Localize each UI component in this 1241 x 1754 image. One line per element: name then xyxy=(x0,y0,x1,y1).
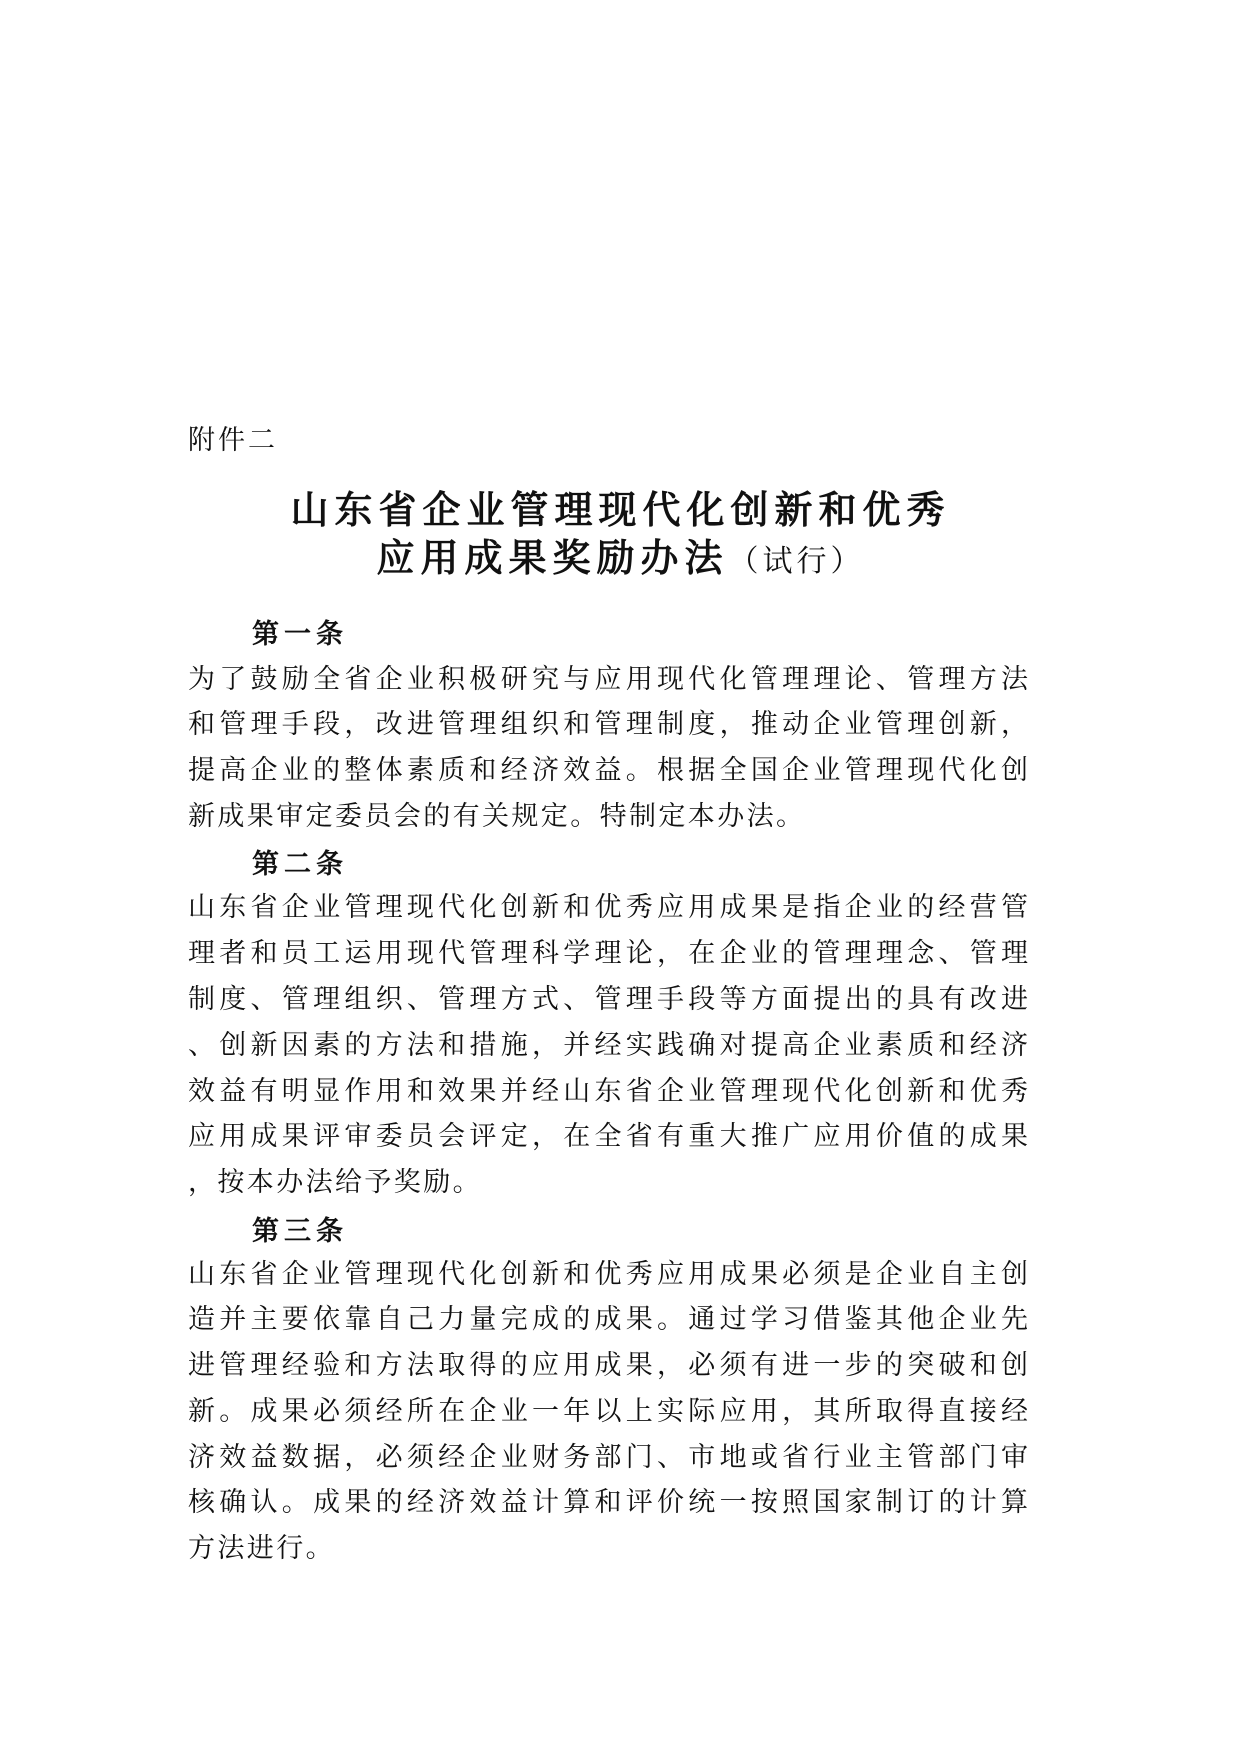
article-3-line: 济效益数据，必须经企业财务部门、市地或省行业主管部门审 xyxy=(188,1442,1028,1473)
article-1-line: 和管理手段，改进管理组织和管理制度，推动企业管理创新， xyxy=(188,709,1028,740)
document-title-line-1: 山东省企业管理现代化创新和优秀 xyxy=(290,488,951,532)
article-3-line: 造并主要依靠自己力量完成的成果。通过学习借鉴其他企业先 xyxy=(188,1304,1028,1335)
article-2-line: 应用成果评审委员会评定，在全省有重大推广应用价值的成果 xyxy=(188,1121,1028,1152)
article-3-line: 山东省企业管理现代化创新和优秀应用成果必须是企业自主创 xyxy=(188,1259,1028,1290)
article-1-line-last: 新成果审定委员会的有关规定。特制定本办法。 xyxy=(188,801,806,832)
article-2-line-last: ，按本办法给予奖励。 xyxy=(188,1167,482,1198)
article-3-line: 进管理经验和方法取得的应用成果，必须有进一步的突破和创 xyxy=(188,1350,1028,1381)
document-title-main: 应用成果奖励办法 xyxy=(376,536,729,580)
article-2-heading: 第二条 xyxy=(252,849,348,880)
attachment-label: 附件二 xyxy=(188,425,278,456)
article-1-heading: 第一条 xyxy=(252,619,348,650)
article-3-heading: 第三条 xyxy=(252,1216,348,1247)
article-3-line: 核确认。成果的经济效益计算和评价统一按照国家制订的计算 xyxy=(188,1487,1028,1518)
article-1-line: 提高企业的整体素质和经济效益。根据全国企业管理现代化创 xyxy=(188,755,1028,786)
document-title-suffix: （试行） xyxy=(728,544,865,579)
article-2-line: 山东省企业管理现代化创新和优秀应用成果是指企业的经营管 xyxy=(188,892,1028,923)
article-3-line: 新。成果必须经所在企业一年以上实际应用，其所取得直接经 xyxy=(188,1396,1028,1427)
article-2-line: 、创新因素的方法和措施，并经实践确对提高企业素质和经济 xyxy=(188,1030,1028,1061)
article-1-line: 为了鼓励全省企业积极研究与应用现代化管理理论、管理方法 xyxy=(188,664,1028,695)
document-title-line-2 xyxy=(0,527,1241,582)
article-2-line: 理者和员工运用现代管理科学理论，在企业的管理理念、管理 xyxy=(188,938,1028,969)
article-2-line: 制度、管理组织、管理方式、管理手段等方面提出的具有改进 xyxy=(188,984,1028,1015)
article-3-line-last: 方法进行。 xyxy=(188,1533,335,1564)
article-2-line: 效益有明显作用和效果并经山东省企业管理现代化创新和优秀 xyxy=(188,1076,1028,1107)
